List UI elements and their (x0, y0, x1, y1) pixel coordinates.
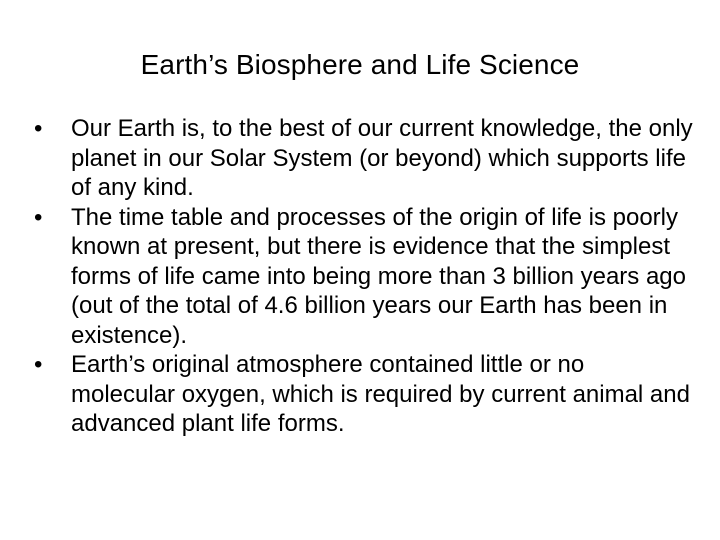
bullet-marker: • (34, 351, 43, 378)
bullet-item (34, 203, 694, 351)
bullet-marker: • (34, 203, 43, 231)
bullet-text: The time table and processes of the origin of life is poorly known at present, but there is evidence that the simplest forms of life came into being more than 3 billion years ago (out of the total of 4.6 billion years our Earth has been in existence). (71, 203, 686, 349)
bullet-list (34, 114, 694, 439)
bullet-item (34, 114, 694, 203)
slide-title: Earth’s Biosphere and Life Science (140, 49, 580, 80)
bullet-text: Our Earth is, to the best of our current knowledge, the only planet in our Solar System (or beyond) which supports life of any kind. (71, 115, 693, 201)
bullet-marker: • (34, 115, 43, 142)
bullet-text: Earth’s original atmosphere contained little or no molecular oxygen, which is required by current animal and advanced plant life forms. (71, 351, 690, 437)
bullet-item (34, 350, 694, 439)
